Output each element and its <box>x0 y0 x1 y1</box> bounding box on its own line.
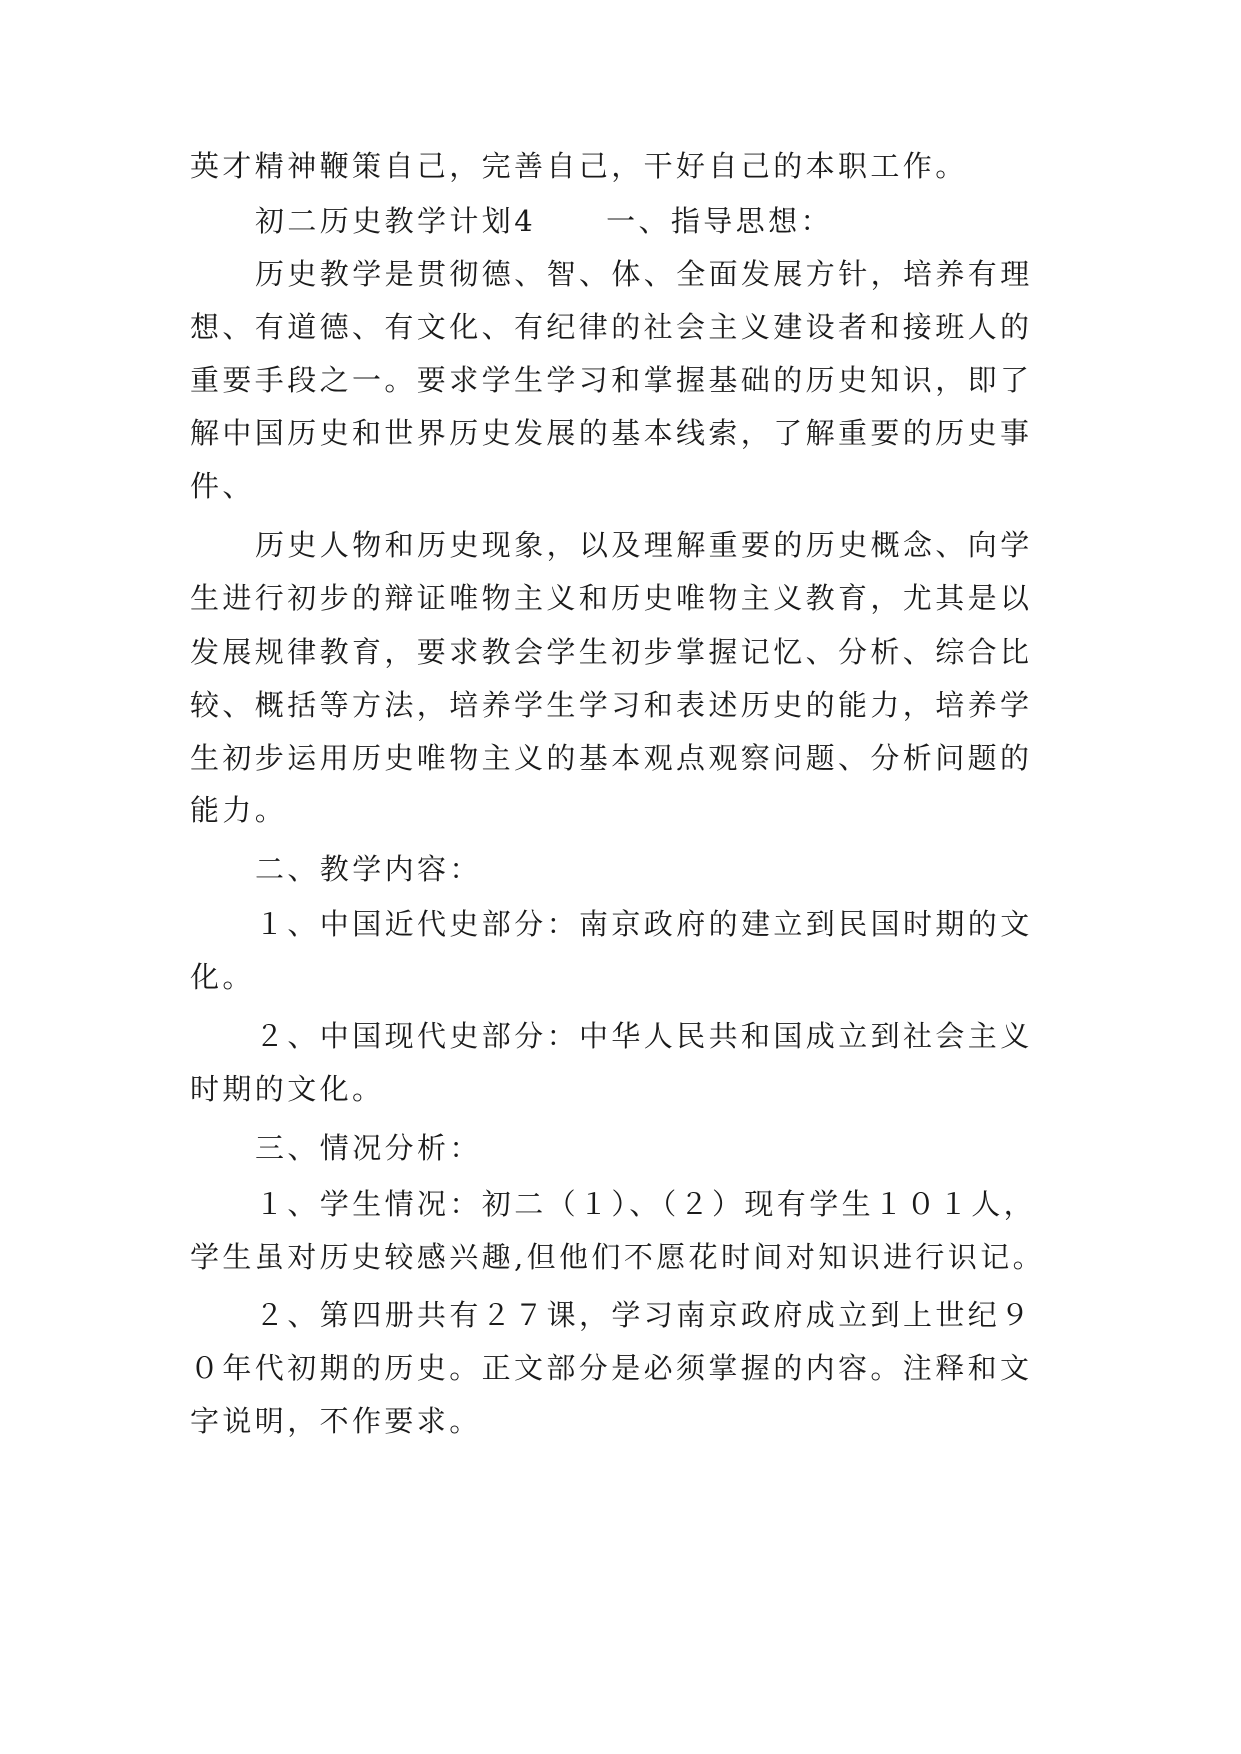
text-line: １、学生情况：初二（１）、（２）现有学生１０１人， <box>255 1187 1037 1221</box>
section-heading-line <box>255 201 833 241</box>
text-line: 化。 <box>190 960 255 994</box>
text-line: 较、概括等方法，培养学生学习和表述历史的能力，培养学 <box>190 688 1033 722</box>
text-line: 三、情况分析： <box>255 1131 482 1165</box>
text-line: 历史教学是贯彻德、智、体、全面发展方针，培养有理 <box>255 257 1033 291</box>
text-line: 字说明，不作要求。 <box>190 1404 482 1438</box>
text-line: 发展规律教育，要求教会学生初步掌握记忆、分析、综合比 <box>190 635 1033 669</box>
text-line: 生初步运用历史唯物主义的基本观点观察问题、分析问题的 <box>190 741 1033 775</box>
text-line: 解中国历史和世界历史发展的基本线索，了解重要的历史事 <box>190 416 1033 450</box>
text-line: 英才精神鞭策自己，完善自己，干好自己的本职工作。 <box>190 149 968 183</box>
section-title: 一、指导思想： <box>606 204 833 238</box>
text-line: ０年代初期的历史。正文部分是必须掌握的内容。注释和文 <box>190 1351 1033 1385</box>
text-line: ２、中国现代史部分：中华人民共和国成立到社会主义 <box>255 1019 1033 1053</box>
text-line: １、中国近代史部分：南京政府的建立到民国时期的文 <box>255 907 1033 941</box>
text-line: 能力。 <box>190 793 288 827</box>
text-line: 时期的文化。 <box>190 1072 385 1106</box>
text-line: 二、教学内容： <box>255 852 482 886</box>
text-line: ２、第四册共有２７课，学习南京政府成立到上世纪９ <box>255 1298 1033 1332</box>
text-line: 想、有道德、有文化、有纪律的社会主义建设者和接班人的 <box>190 310 1033 344</box>
text-line: 生进行初步的辩证唯物主义和历史唯物主义教育，尤其是以 <box>190 581 1033 615</box>
text-line: 重要手段之一。要求学生学习和掌握基础的历史知识，即了 <box>190 363 1033 397</box>
text-line: 历史人物和历史现象，以及理解重要的历史概念、向学 <box>255 528 1033 562</box>
plan-title: 初二历史教学计划4 <box>255 204 537 238</box>
text-line: 件、 <box>190 469 255 503</box>
text-line: 学生虽对历史较感兴趣,但他们不愿花时间对知识进行识记。 <box>190 1240 1046 1274</box>
